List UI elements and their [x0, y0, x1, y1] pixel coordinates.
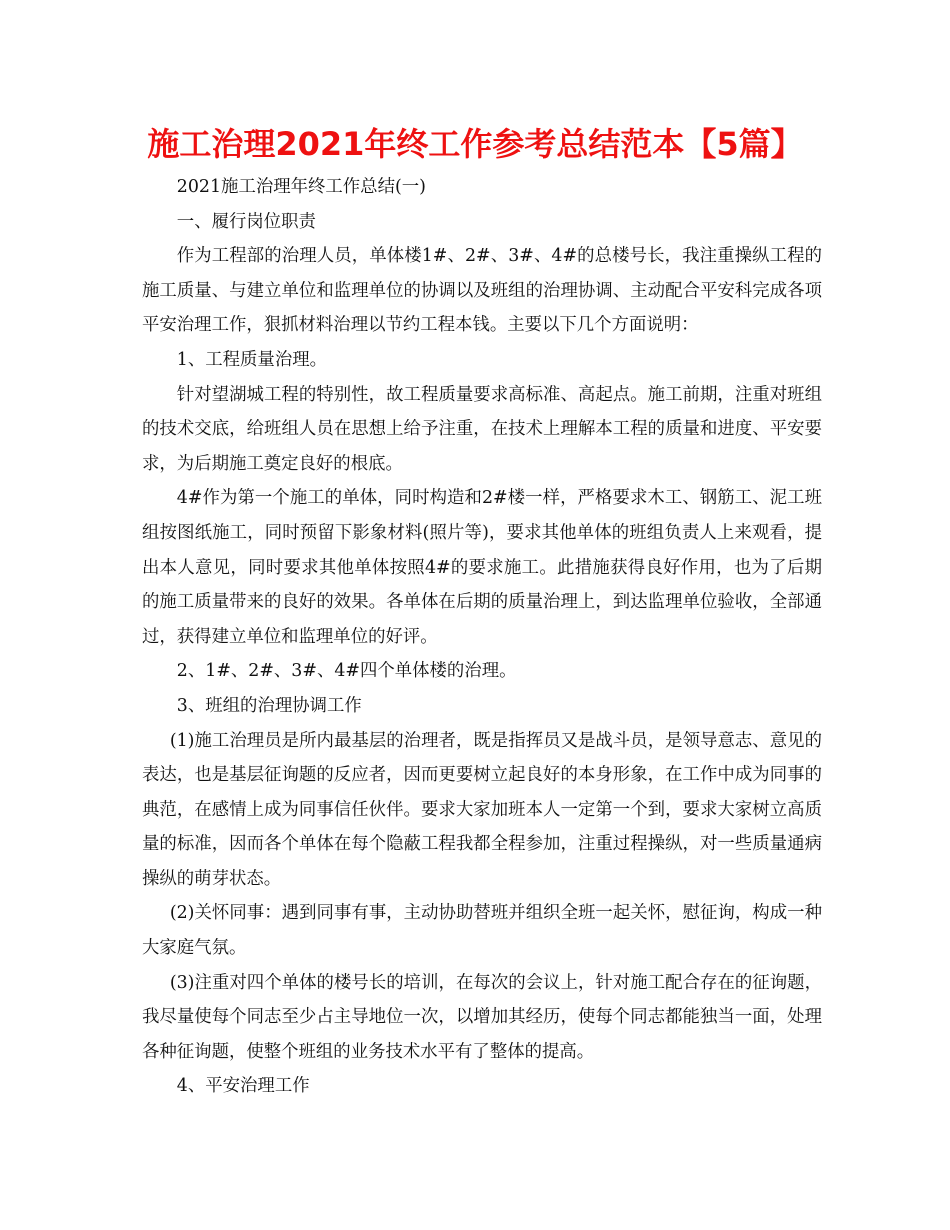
paragraph-team-3: (3)注重对四个单体的楼号长的培训，在每次的会议上，针对施工配合存在的征询题，我尽量使每个同志至少占主导地位一次，以增加其经历，使每个同志都能独当一面，处理各种征询题，使整个班组的业务技术水平有了整体的提高。	[142, 972, 822, 1062]
paragraph-section-heading: 2021施工治理年终工作总结(一)	[176, 177, 426, 197]
paragraph-quality-body: 针对望湖城工程的特别性，故工程质量要求高标准、高起点。施工前期，注重对班组的技术交底，给班组人员在思想上给予注重，在技术上理解本工程的质量和进度、平安要求，为后期施工奠定良好的根底。	[142, 384, 822, 474]
paragraph-heading-buildings: 2、1#、2#、3#、4#四个单体楼的治理。	[176, 661, 517, 682]
document-title: 施工治理2021年终工作参考总结范本【5篇】	[147, 125, 803, 163]
paragraph-heading-duties: 一、履行岗位职责	[176, 211, 316, 232]
paragraph-heading-team: 3、班组的治理协调工作	[176, 695, 362, 716]
paragraph-building-4: 4#作为第一个施工的单体，同时构造和2#楼一样，严格要求木工、钢筋工、泥工班组按图纸施工，同时预留下影象材料(照片等)，要求其他单体的班组负责人上来观看，提出本人意见，同时要求其他单体按照4#的要求施工。此措施获得良好作用，也为了后期的施工质量带来的良好的效果。各单体在后期的质量治理上，到达监理单位验收，全部通过，获得建立单位和监理单位的好评。	[142, 488, 822, 647]
document-body	[142, 170, 822, 1104]
paragraph-heading-quality: 1、工程质量治理。	[176, 349, 327, 370]
paragraph-team-2: (2)关怀同事：遇到同事有事，主动协助替班并组织全班一起关怀，慰征询，构成一种大家庭气氛。	[142, 903, 822, 959]
paragraph-heading-safety: 4、平安治理工作	[176, 1076, 310, 1097]
paragraph-team-1: (1)施工治理员是所内最基层的治理者，既是指挥员又是战斗员，是领导意志、意见的表达，也是基层征询题的反应者，因而更要树立起良好的本身形象，在工作中成为同事的典范，在感情上成为同事信任伙伴。要求大家加班本人一定第一个到，要求大家树立高质量的标准，因而各个单体在每个隐蔽工程我都全程参加，注重过程操纵，对一些质量通病操纵的萌芽状态。	[142, 730, 822, 889]
paragraph-duties-body: 作为工程部的治理人员，单体楼1#、2#、3#、4#的总楼号长，我注重操纵工程的施工质量、与建立单位和监理单位的协调以及班组的治理协调、主动配合平安科完成各项平安治理工作，狠抓材料治理以节约工程本钱。主要以下几个方面说明：	[142, 246, 822, 336]
